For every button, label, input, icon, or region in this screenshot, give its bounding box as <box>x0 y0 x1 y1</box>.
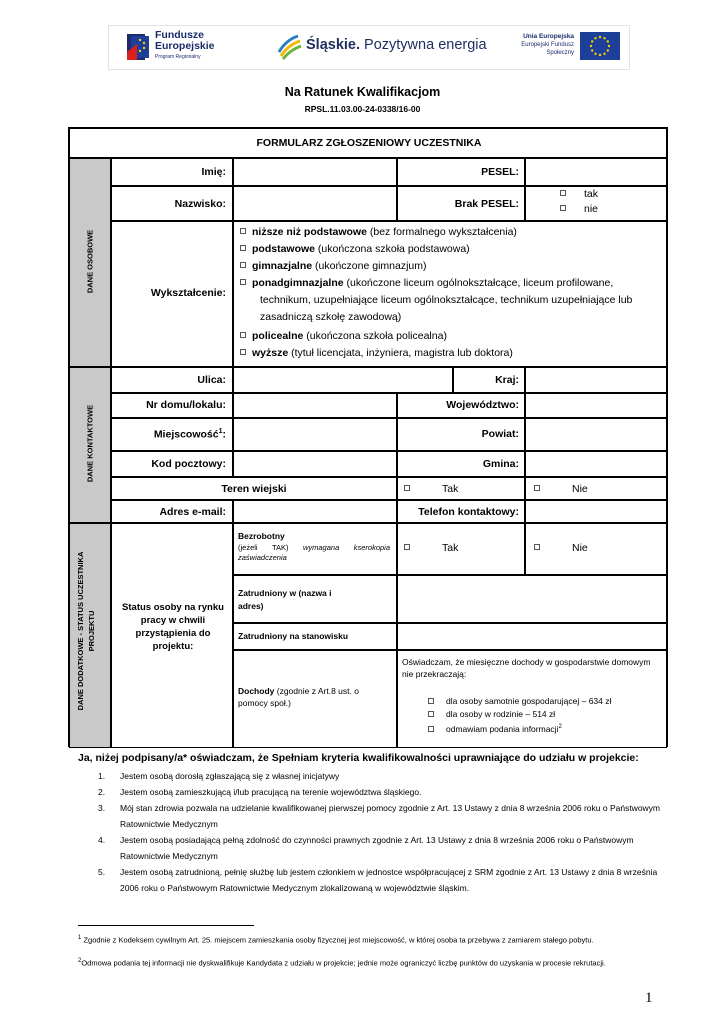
rural-no-label: Nie <box>572 483 588 495</box>
checkbox-icon[interactable] <box>240 349 246 355</box>
education-option-6-bold: wyższe <box>252 347 289 359</box>
checkbox-icon[interactable] <box>404 485 410 491</box>
checkbox-icon[interactable] <box>560 205 566 211</box>
email-label-cell <box>111 500 233 523</box>
income-option-1[interactable] <box>428 695 611 708</box>
eu-line2: Europejski Fundusz Społeczny <box>521 42 574 56</box>
unemployed-note-a: (jeżeli TAK) <box>238 543 303 552</box>
form-heading-cell <box>69 128 667 158</box>
section-extra <box>69 523 111 748</box>
criteria-list <box>98 768 663 896</box>
unemployed-no[interactable] <box>534 540 588 557</box>
city-label-cell <box>111 418 233 451</box>
unemployed-title: Bezrobotny <box>238 531 285 541</box>
checkbox-icon[interactable] <box>560 190 566 196</box>
commune-label: Gmina: <box>482 458 519 470</box>
criteria-number: 5. <box>98 867 106 877</box>
checkbox-icon[interactable] <box>428 711 434 717</box>
rural-label-cell <box>111 477 397 500</box>
declaration-heading: Ja, niżej podpisany/a* oświadczam, że Spełniam kryteria kwalifikowalności uprawniające do udziału w projekcie: <box>78 752 639 764</box>
criteria-number: 4. <box>98 835 106 845</box>
last-name-field[interactable] <box>233 186 397 221</box>
checkbox-icon[interactable] <box>428 726 434 732</box>
no-pesel-no-label: nie <box>584 203 599 215</box>
list-item <box>98 784 663 800</box>
education-option-1[interactable] <box>240 224 664 241</box>
postal-field[interactable] <box>233 451 397 477</box>
pesel-label-cell <box>397 158 525 186</box>
slaskie-logo-text <box>306 37 487 53</box>
checkbox-icon[interactable] <box>240 332 246 338</box>
income-label <box>238 685 388 709</box>
income-option-3[interactable] <box>428 721 562 736</box>
education-option-3-bold: gimnazjalne <box>252 260 313 272</box>
income-declaration: Oświadczam, że miesięczne dochody w gospodarstwie domowym nie przekraczają: <box>402 657 651 679</box>
income-options <box>397 650 667 748</box>
district-label-cell <box>397 418 525 451</box>
checkbox-icon[interactable] <box>404 544 410 550</box>
first-name-label: Imię: <box>201 166 226 178</box>
rural-no[interactable] <box>534 481 588 498</box>
project-code: RPSL.11.03.00-24-0338/16-00 <box>304 104 421 114</box>
education-option-2[interactable] <box>240 241 664 258</box>
district-field[interactable] <box>525 418 667 451</box>
no-pesel-yes[interactable] <box>560 187 598 202</box>
education-option-5-bold: policealne <box>252 330 304 342</box>
unemployed-no-cell[interactable] <box>525 523 667 575</box>
income-option-2-label: dla osoby w rodzinie – 514 zł <box>446 709 556 719</box>
income-footnote-mark: 2 <box>558 724 562 730</box>
slaskie-swoosh-icon <box>276 32 302 60</box>
checkbox-icon[interactable] <box>240 245 246 251</box>
criteria-text: Jestem osobą dorosłą zgłaszającą się z własnej inicjatywy <box>120 771 340 781</box>
fundusze-europejskie-flag-icon <box>125 30 151 62</box>
employed-field[interactable] <box>397 575 667 623</box>
district-label: Powiat: <box>481 428 519 440</box>
email-field[interactable] <box>233 500 397 523</box>
list-item <box>98 864 663 896</box>
education-option-4-rest: (ukończone liceum ogólnokształcące, liceum profilowane, technikum, uzupełniające liceum ogólnokształcące, technikum uzupełniające lub zasadniczą szkołę zawodową) <box>260 277 633 323</box>
income-option-3-label: odmawiam podania informacji <box>446 723 559 734</box>
list-item <box>98 832 663 864</box>
first-name-label-cell <box>111 158 233 186</box>
checkbox-icon[interactable] <box>534 485 540 491</box>
position-label: Zatrudniony na stanowisku <box>238 631 349 641</box>
street-field[interactable] <box>233 367 453 393</box>
unemployed-yes[interactable] <box>404 540 458 557</box>
rural-no-cell[interactable] <box>525 477 667 500</box>
no-pesel-label: Brak PESEL: <box>454 198 519 210</box>
no-pesel-no[interactable] <box>560 202 598 217</box>
voivodeship-field[interactable] <box>525 393 667 418</box>
income-note: (zgodnie z Art.8 ust. o pomocy społ.) <box>238 686 359 708</box>
rural-yes-cell[interactable] <box>397 477 525 500</box>
education-option-4-bold: ponadgimnazjalne <box>252 277 344 289</box>
rural-label: Teren wiejski <box>221 483 287 495</box>
criteria-number: 3. <box>98 803 106 813</box>
unemployed-note <box>238 543 390 563</box>
education-option-4[interactable] <box>240 275 664 326</box>
income-option-1-label: dla osoby samotnie gospodarującej – 634 zł <box>446 696 612 706</box>
city-field[interactable] <box>233 418 397 451</box>
fundusze-logo-line1: Fundusze <box>155 29 204 41</box>
footnote-2-mark: 2 <box>78 958 82 964</box>
footnote-divider <box>78 925 254 926</box>
checkbox-icon[interactable] <box>240 228 246 234</box>
criteria-text: Jestem osobą posiadającą pełną zdolność do czynności prawnych zgodnie z Art. 13 Ustawy z dnia 8 września 2006 roku o Państwowym Ratownictwie Medycznym <box>120 835 634 861</box>
commune-label-cell <box>397 451 525 477</box>
education-option-1-bold: niższe niż podstawowe <box>252 226 367 238</box>
criteria-text: Jestem osobą zatrudnioną, pełnię służbę lub jestem członkiem w jednostce współpracującej z SRM zgodnie z Art. 13 Ustawy z dnia 8 września 2006 roku o Państwowym Ratownictwie Medycznym zlokalizowaną w województwie śląskim. <box>120 867 658 893</box>
footnote-2-text: Odmowa podania tej informacji nie dyskwalifikuje Kandydata z udziału w projekcie; jednie może ograniczyć liczbę punktów do uzyskania w procesie rekrutacji. <box>81 958 606 968</box>
section-extra-label <box>75 531 97 731</box>
city-label-colon: : <box>222 428 226 441</box>
education-label-cell <box>111 221 233 367</box>
section-extra-line1: DANE DODATKOWE - STATUS UCZESTNIKA <box>76 551 85 711</box>
status-label: Status osoby na rynku pracy w chwili przystąpienia do projektu: <box>122 602 224 652</box>
no-pesel-label-cell <box>397 186 525 221</box>
street-label: Ulica: <box>197 374 226 386</box>
house-no-label-cell <box>111 393 233 418</box>
voivodeship-label-cell <box>397 393 525 418</box>
education-option-2-rest: (ukończona szkoła podstawowa) <box>315 243 470 255</box>
city-label <box>154 428 226 441</box>
eu-line1: Unia Europejska <box>523 33 574 40</box>
unemployed-yes-label: Tak <box>442 542 459 554</box>
country-field[interactable] <box>525 367 667 393</box>
section-personal-label: DANE OSOBOWE <box>85 229 95 294</box>
income-option-2[interactable] <box>428 708 555 721</box>
slaskie-name: Śląskie. <box>306 37 361 53</box>
section-personal <box>69 158 111 367</box>
eu-flag-icon <box>580 32 620 60</box>
city-label-text: Miejscowość <box>153 428 219 441</box>
list-item <box>98 768 663 784</box>
country-label: Kraj: <box>495 374 519 386</box>
income-title: Dochody <box>238 686 275 696</box>
postal-label: Kod pocztowy: <box>151 458 226 470</box>
last-name-label-cell <box>111 186 233 221</box>
footnote-1-text: Zgodnie z Kodeksem cywilnym Art. 25. miejscem zamieszkania osoby fizycznej jest miejscowość, w której osoba ta przebywa z zamiarem stałego pobytu. <box>83 935 594 945</box>
last-name-label: Nazwisko: <box>174 198 226 210</box>
no-pesel-yes-label: tak <box>584 188 599 200</box>
education-option-2-bold: podstawowe <box>252 243 316 255</box>
criteria-number: 2. <box>98 787 106 797</box>
checkbox-icon[interactable] <box>534 544 540 550</box>
criteria-number: 1. <box>98 771 106 781</box>
position-field[interactable] <box>397 623 667 650</box>
checkbox-icon[interactable] <box>240 262 246 268</box>
house-no-label: Nr domu/lokalu: <box>146 399 226 411</box>
commune-field[interactable] <box>525 451 667 477</box>
city-footnote-mark: 1 <box>218 428 223 435</box>
unemployed-note-b: wymagana kserokopia zaświadczenia <box>238 543 390 562</box>
street-label-cell <box>111 367 233 393</box>
footnote-1 <box>78 933 656 946</box>
form-heading: FORMULARZ ZGŁOSZENIOWY UCZESTNIKA <box>256 137 482 149</box>
fundusze-logo-line2: Europejskie <box>155 40 215 52</box>
footnote-2 <box>78 956 656 969</box>
section-extra-line2: PROJEKTU <box>87 610 96 652</box>
first-name-field[interactable] <box>233 158 397 186</box>
eu-logo-text <box>492 33 574 57</box>
section-contact-label: DANE KONTAKTOWE <box>85 404 95 483</box>
footnote-1-mark: 1 <box>78 935 82 941</box>
education-option-5[interactable] <box>240 328 664 345</box>
eu-logo <box>492 30 622 64</box>
fundusze-logo-text <box>155 30 215 52</box>
unemployed-yes-cell[interactable] <box>397 523 525 575</box>
page-number: 1 <box>645 990 653 1006</box>
section-contact <box>69 367 111 523</box>
education-label: Wykształcenie: <box>150 287 226 299</box>
criteria-text: Mój stan zdrowia pozwala na udzielanie kwalifikowanej pierwszej pomocy zgodnie z Art. 13 Ustawy z dnia 8 września 2006 roku o Państwowym Ratownictwie Medycznym <box>120 803 661 829</box>
education-option-3-rest: (ukończone gimnazjum) <box>312 260 427 272</box>
slaskie-logo <box>276 32 487 62</box>
email-label: Adres e-mail: <box>159 506 226 518</box>
slaskie-slogan: Pozytywna energia <box>364 37 487 53</box>
pesel-label: PESEL: <box>481 166 519 178</box>
house-no-field[interactable] <box>233 393 397 418</box>
position-label-cell <box>233 623 397 650</box>
education-option-1-rest: (bez formalnego wykształcenia) <box>366 226 517 238</box>
voivodeship-label: Województwo: <box>446 399 519 411</box>
unemployed-no-label: Nie <box>572 542 588 554</box>
phone-field[interactable] <box>525 500 667 523</box>
rural-yes-label: Tak <box>442 483 459 495</box>
fundusze-europejskie-logo <box>125 28 215 66</box>
education-option-5-rest: (ukończona szkoła policealna) <box>303 330 447 342</box>
employed-label-cell <box>233 575 397 623</box>
rural-yes[interactable] <box>404 481 458 498</box>
unemployed-label-cell <box>233 523 397 575</box>
checkbox-icon[interactable] <box>240 279 246 285</box>
country-label-cell <box>453 367 525 393</box>
status-label-cell <box>111 523 233 748</box>
phone-label-cell <box>397 500 525 523</box>
phone-label: Telefon kontaktowy: <box>418 506 519 518</box>
education-options <box>233 221 667 367</box>
criteria-text: Jestem osobą zamieszkującą i/lub pracującą na terenie województwa śląskiego. <box>120 787 422 797</box>
employed-label: Zatrudniony w (nazwa i adres) <box>238 588 332 611</box>
education-option-6-rest: (tytuł licencjata, inżyniera, magistra lub doktora) <box>288 347 513 359</box>
postal-label-cell <box>111 451 233 477</box>
list-item <box>98 800 663 832</box>
application-form <box>68 127 668 747</box>
project-title: Na Ratunek Kwalifikacjom <box>284 85 441 99</box>
fundusze-logo-sub: Program Regionalny <box>155 54 201 60</box>
no-pesel-options <box>525 186 667 221</box>
education-option-6[interactable] <box>240 345 664 362</box>
income-label-cell <box>233 650 397 748</box>
checkbox-icon[interactable] <box>428 698 434 704</box>
education-option-3[interactable] <box>240 258 664 275</box>
pesel-field[interactable] <box>525 158 667 186</box>
